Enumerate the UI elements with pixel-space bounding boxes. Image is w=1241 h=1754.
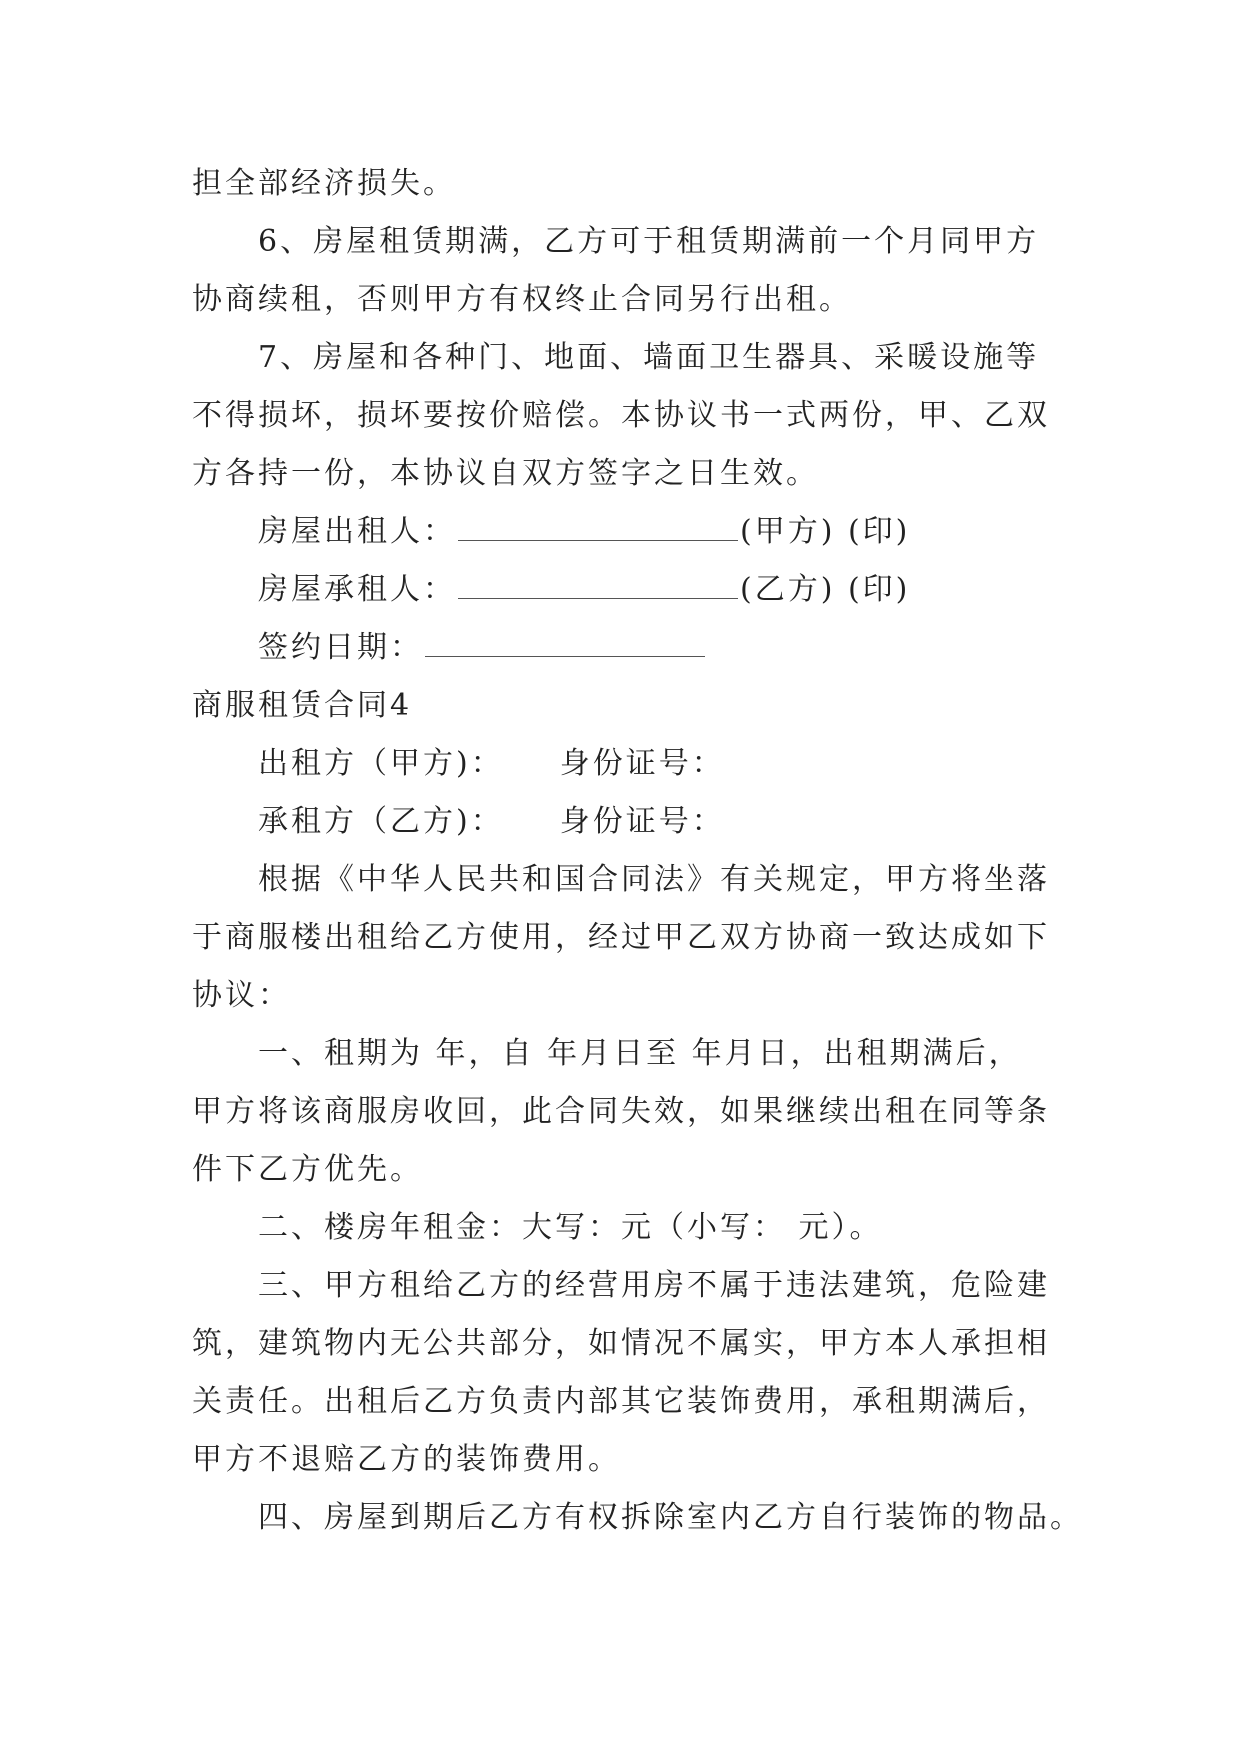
article-4-line: 四、房屋到期后乙方有权拆除室内乙方自行装饰的物品。: [258, 1500, 1083, 1535]
section-title: 商服租赁合同4: [192, 688, 413, 723]
lessor-suffix: (甲方) (印): [740, 514, 911, 549]
lessee-label: 房屋承租人：: [258, 572, 456, 607]
clause-6-line-2: 协商续租，否则甲方有权终止合同另行出租。: [192, 282, 852, 317]
sign-date-line: [192, 619, 1072, 677]
clause-7-line-3: 方各持一份，本协议自双方签字之日生效。: [192, 456, 819, 491]
article-1-line-3: 件下乙方优先。: [192, 1152, 423, 1187]
article-3-line-3: 关责任。出租后乙方负责内部其它装饰费用，承租期满后，: [192, 1384, 1050, 1419]
article-1-line-1: 一、租期为 年，自 年月日至 年月日，出租期满后，: [258, 1036, 1022, 1071]
preamble-line-1: 根据《中华人民共和国合同法》有关规定，甲方将坐落: [258, 862, 1050, 897]
party-b-id-label: 身份证号：: [559, 804, 725, 839]
lessee-signature-line: [192, 561, 1072, 619]
clause-7-line-2: 不得损坏，损坏要按价赔偿。本协议书一式两份，甲、乙双: [192, 398, 1050, 433]
article-1-line-2: 甲方将该商服房收回，此合同失效，如果继续出租在同等条: [192, 1094, 1050, 1129]
party-a-label: 出租方（甲方)：: [258, 746, 504, 781]
text-line: 担全部经济损失。: [192, 166, 456, 201]
document-page: [192, 155, 1083, 1547]
party-b-label: 承租方（乙方)：: [258, 804, 504, 839]
article-3-line-4: 甲方不退赔乙方的装饰费用。: [192, 1442, 621, 1477]
clause-6-line-1: 6、房屋租赁期满，乙方可于租赁期满前一个月同甲方: [258, 224, 1040, 259]
lessee-suffix: (乙方) (印): [740, 572, 911, 607]
lessor-signature-line: [192, 503, 1072, 561]
sign-date-label: 签约日期：: [258, 630, 423, 665]
clause-7-line-1: 7、房屋和各种门、地面、墙面卫生器具、采暖设施等: [258, 340, 1040, 375]
article-3-line-2: 筑，建筑物内无公共部分，如情况不属实，甲方本人承担相: [192, 1326, 1050, 1361]
sign-date-blank: [425, 632, 705, 657]
preamble-line-3: 协议：: [192, 978, 291, 1013]
party-b-line: [192, 793, 1072, 851]
lessee-blank: [458, 574, 738, 599]
lessor-label: 房屋出租人：: [258, 514, 456, 549]
preamble-line-2: 于商服楼出租给乙方使用，经过甲乙双方协商一致达成如下: [192, 920, 1050, 955]
party-a-line: [192, 735, 1072, 793]
party-a-id-label: 身份证号：: [559, 746, 725, 781]
lessor-blank: [458, 516, 738, 541]
article-2-line: 二、楼房年租金：大写：元（小写： 元）。: [258, 1210, 883, 1245]
article-3-line-1: 三、甲方租给乙方的经营用房不属于违法建筑，危险建: [258, 1268, 1050, 1303]
